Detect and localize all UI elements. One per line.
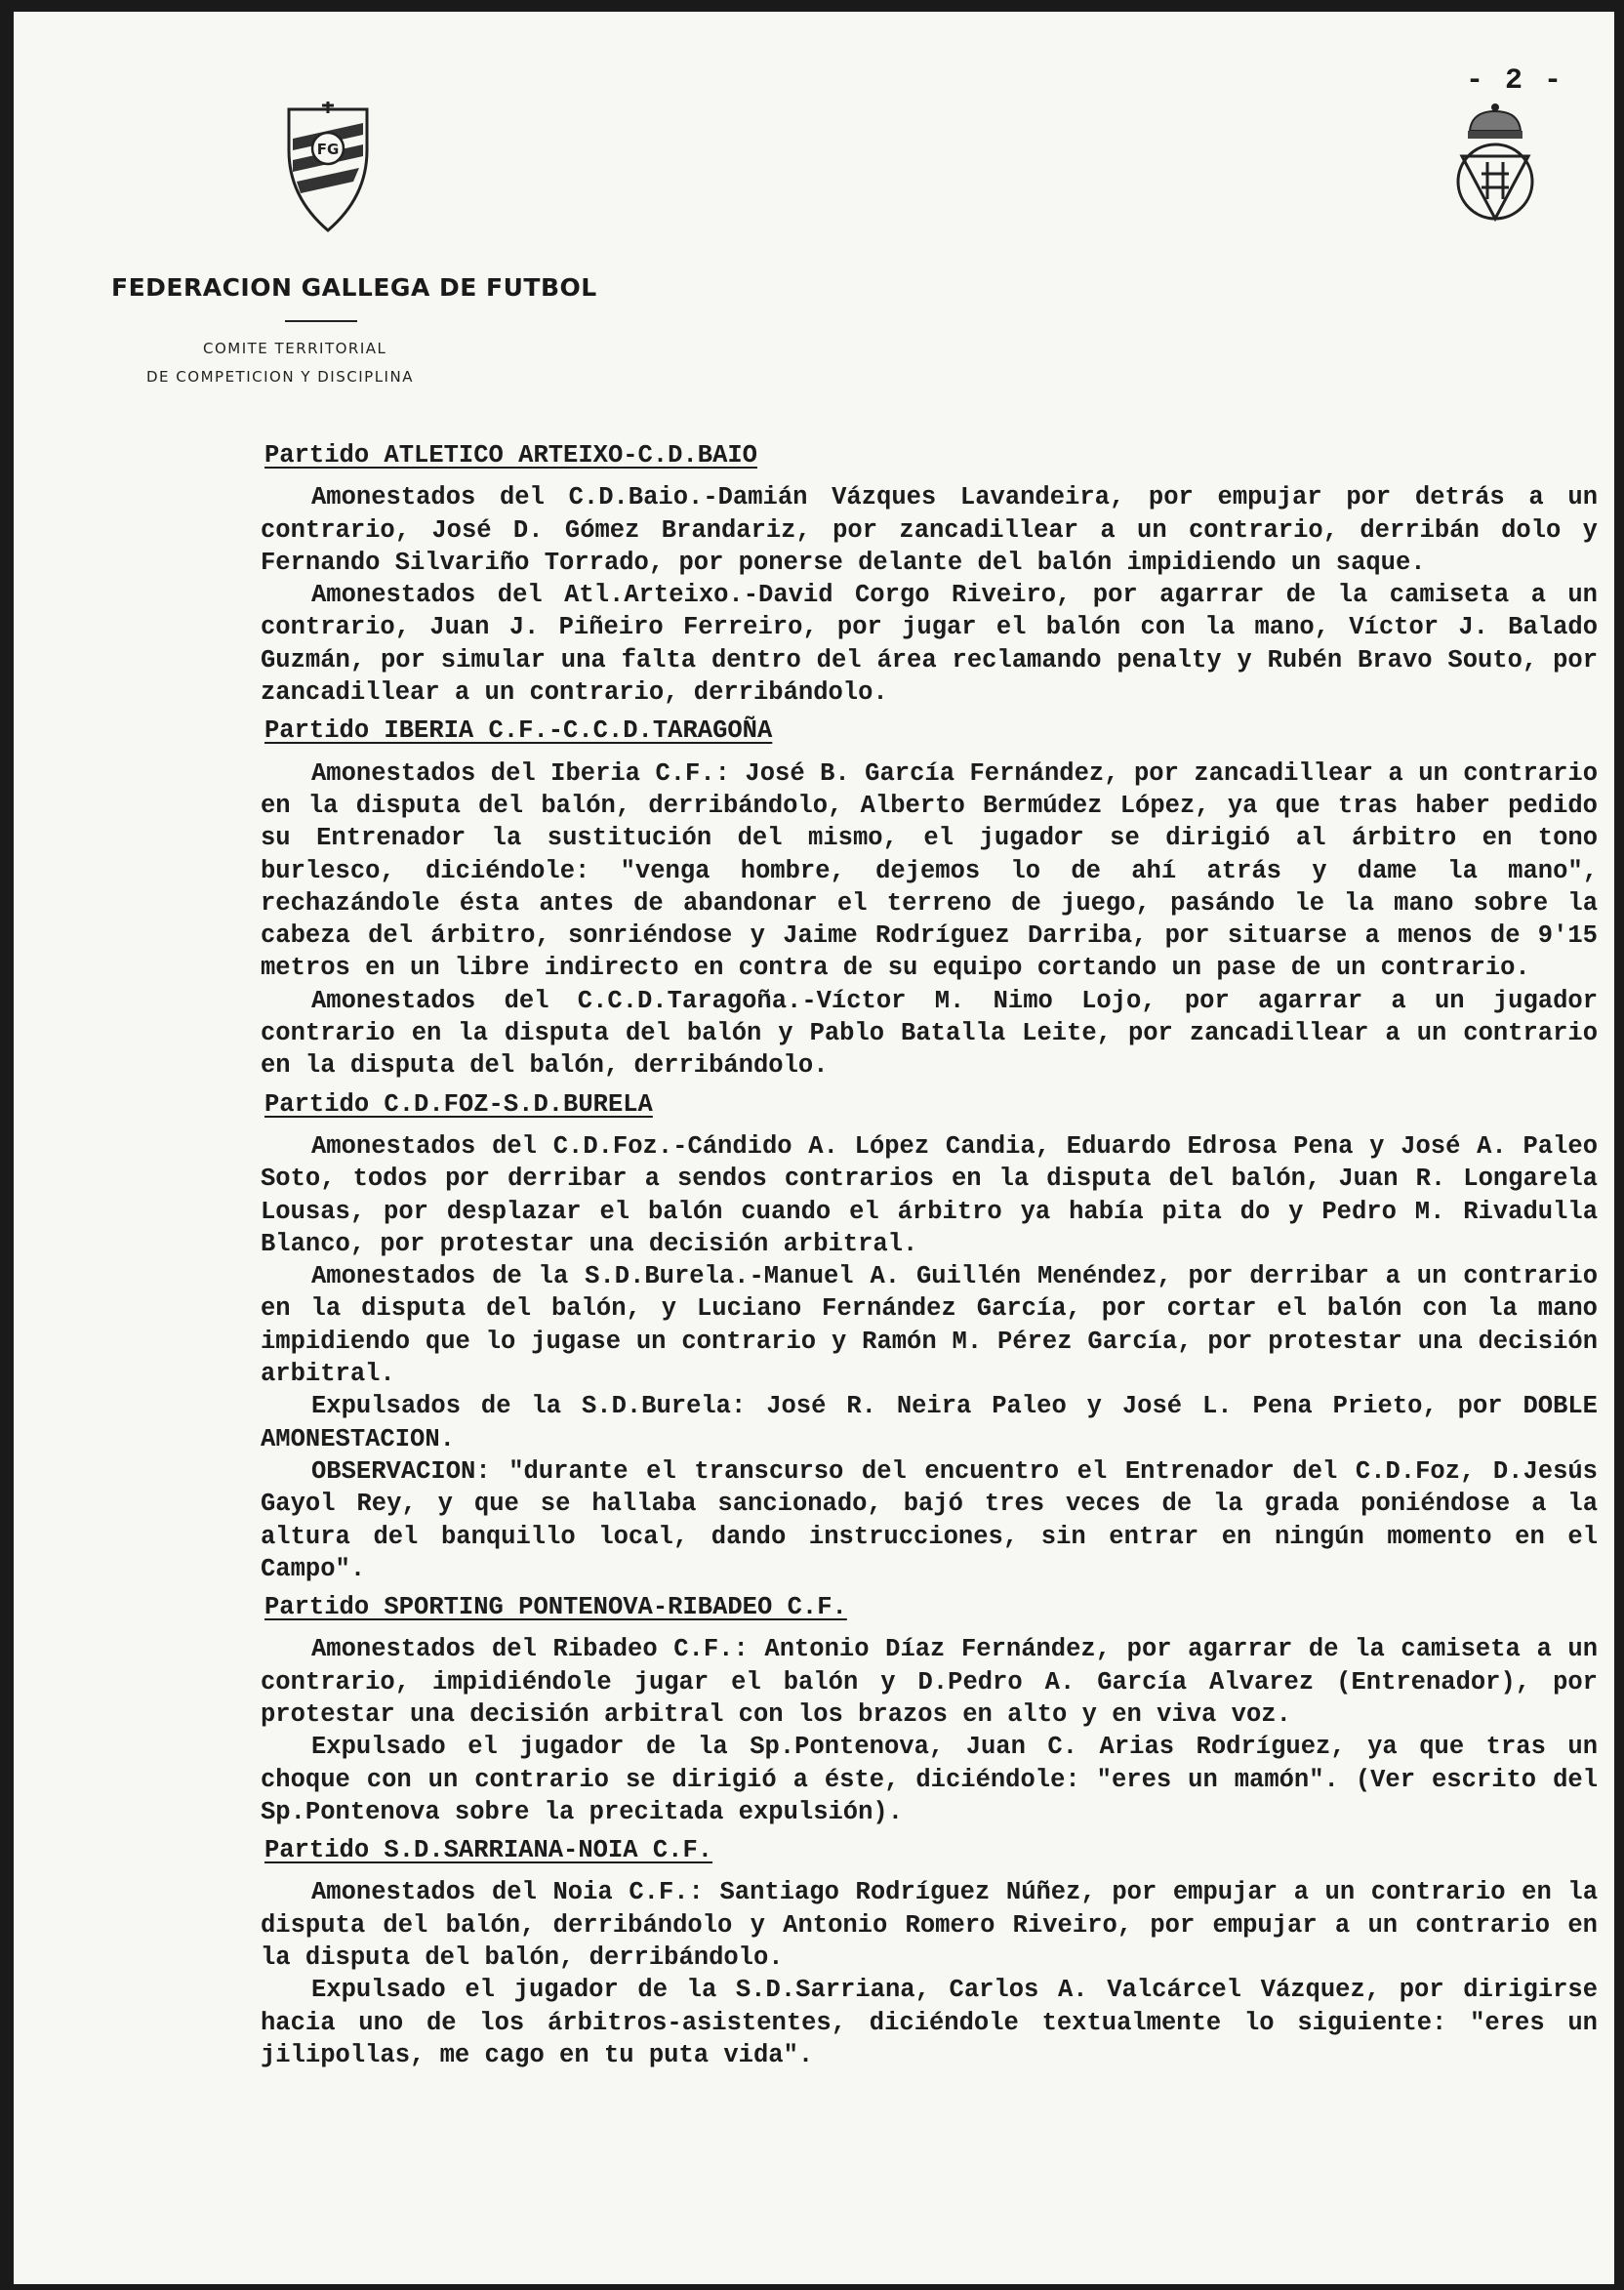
header-divider [285, 320, 357, 322]
paragraph: Expulsado el jugador de la Sp.Pontenova, Juan C. Arias Rodríguez, ya que tras un choque con un contrario se dirigió a éste, diciéndole: "eres un mamón". (Ver escrito del Sp.Pontenova sobre la precitada expulsión). [261, 1733, 1598, 1826]
match-section [261, 715, 1598, 1082]
match-title: Partido IBERIA C.F.-C.C.D.TARAGOÑA [264, 716, 773, 746]
committee-line-1: COMITE TERRITORIAL [203, 340, 387, 357]
paragraph: Amonestados del C.D.Foz.-Cándido A. López Candia, Eduardo Edrosa Pena y José A. Paleo Soto, todos por derribar a sendos contrarios en la disputa del balón, Juan R. Longarela Lousas, por desplazar el balón cuando el árbitro ya había pita do y Pedro M. Rivadulla Blanco, por protestar una decisión arbitral. [261, 1131, 1598, 1258]
match-title: Partido ATLETICO ARTEIXO-C.D.BAIO [264, 441, 757, 470]
paragraph: Amonestados de la S.D.Burela.-Manuel A. Guillén Menéndez, por derribar a un contrario en la disputa del balón, y Luciano Fernández García, por cortar el balón con la mano impidiendo que lo jugase un contrario y Ramón M. Pérez García, por protestar una decisión arbitral. [261, 1262, 1598, 1389]
match-section [261, 1834, 1598, 2071]
paragraph: Amonestados del C.D.Baio.-Damián Vázques Lavandeira, por empujar por detrás a un contrario, José D. Gómez Brandariz, por zancadillear a un contrario, derribán dolo y Fernando Silvariño Torrado, por ponerse delante del balón impidiendo un saque. [261, 483, 1598, 577]
paragraph: OBSERVACION: "durante el transcurso del encuentro el Entrenador del C.D.Foz, D.Jesús Gayol Rey, y que se hallaba sancionado, bajó tres veces de la grada poniéndose a la altura del banquillo local, dando instrucciones, sin entrar en ningún momento en el Campo". [261, 1456, 1598, 1583]
paragraph: Expulsados de la S.D.Burela: José R. Neira Paleo y José L. Pena Prieto, por DOBLE AMONESTACION. [261, 1392, 1598, 1453]
svg-text:FG: FG [316, 141, 340, 158]
document-body [261, 439, 1598, 2071]
paragraph: Amonestados del Iberia C.F.: José B. García Fernández, por zancadillear a un contrario en la disputa del balón, derribándolo, Alberto Bermúdez López, ya que tras haber pedido su Entrenador la sustitución del mismo, el jugador se dirigió al árbitro en tono burlesco, diciéndole: "venga hombre, dejemos lo de ahí atrás y dame la mano", rechazándole ésta antes de abandonar el terreno de juego, pasándo le la mano sobre la cabeza del árbitro, sonriéndose y Jaime Rodríguez Darriba, por situarse a menos de 9'15 metros en un libre indirecto en contra de su equipo cortando un pase de un contrario. [261, 758, 1598, 983]
paragraph: Amonestados del Ribadeo C.F.: Antonio Díaz Fernández, por agarrar de la camiseta a un contrario, impidiéndole jugar el balón y D.Pedro A. García Alvarez (Entrenador), por protestar una decisión arbitral con los brazos en alto y en viva voz. [261, 1635, 1598, 1729]
match-title: Partido S.D.SARRIANA-NOIA C.F. [264, 1836, 713, 1865]
match-section [261, 1088, 1598, 1585]
document-page [14, 12, 1614, 2284]
page-number: - 2 - [1466, 64, 1564, 98]
match-title: Partido SPORTING PONTENOVA-RIBADEO C.F. [264, 1593, 847, 1622]
paragraph: Amonestados del Noia C.F.: Santiago Rodríguez Núñez, por empujar a un contrario en la disputa del balón, derribándolo y Antonio Romero Riveiro, por empujar a un contrario en la disputa del balón, derribándolo. [261, 1878, 1598, 1973]
match-section [261, 1591, 1598, 1828]
match-section [261, 439, 1598, 709]
match-title: Partido C.D.FOZ-S.D.BURELA [264, 1089, 653, 1119]
paragraph: Amonestados del C.C.D.Taragoña.-Víctor M. Nimo Lojo, por agarrar a un jugador contrario en la disputa del balón y Pablo Batalla Leite, por zancadillear a un contrario en la disputa del balón, derribándolo. [261, 986, 1598, 1081]
committee-line-2: DE COMPETICION Y DISCIPLINA [146, 368, 414, 386]
crowned-emblem-icon [1448, 102, 1542, 234]
federation-name: FEDERACION GALLEGA DE FUTBOL [111, 273, 597, 302]
paragraph: Expulsado el jugador de la S.D.Sarriana, Carlos A. Valcárcel Vázquez, por dirigirse hacia uno de los árbitros-asistentes, diciéndole textualmente lo siguiente: "eres un jilipollas, me cago en tu puta vida". [261, 1976, 1598, 2069]
paragraph: Amonestados del Atl.Arteixo.-David Corgo Riveiro, por agarrar de la camiseta a un contrario, Juan J. Piñeiro Ferreiro, por jugar el balón con la mano, Víctor J. Balado Guzmán, por simular una falta dentro del área reclamando penalty y Rubén Bravo Souto, por zancadillear a un contrario, derribándolo. [261, 581, 1598, 708]
shield-crest-icon [285, 100, 371, 232]
